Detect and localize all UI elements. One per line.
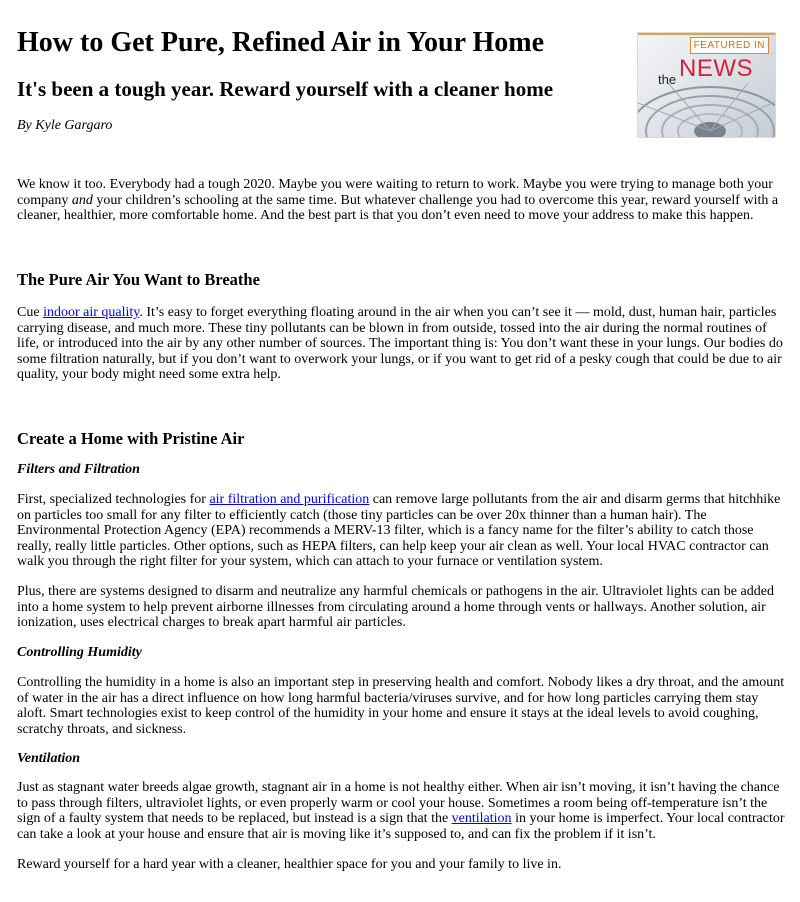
filters-text-a: First, specialized technologies for — [17, 492, 210, 507]
fan-grille-icon — [638, 83, 776, 138]
intro-paragraph — [17, 177, 785, 224]
section-heading-pure-air: The Pure Air You Want to Breathe — [17, 270, 260, 289]
filters-paragraph-2: Plus, there are systems designed to disarm and neutralize any harmful chemicals or pathogens in the air. Ultraviolet lights can be added into a home system to help prevent airborne illnesses from circulating around a home through vents or hallways. Another solution, air ionization, uses electrical charges to break apart harmful air particles. — [17, 584, 774, 631]
closing-paragraph: Reward yourself for a hard year with a cleaner, healthier space for you and your family to live in. — [17, 857, 562, 872]
indoor-air-quality-link[interactable]: indoor air quality — [43, 305, 140, 320]
filters-text-b: can remove large pollutants from the air and disarm germs that hitchhike on particles too small for any filter to efficiently catch (those tiny particles can be over 20x thinner than a human hair). The Environmental Protection Agency (EPA) recommends a MERV-13 filter, which is a fancy name for the filter’s ability to catch those really, really little particles. Other options, such as HEPA filters, can help keep your air clean as well. Your local HVAC contractor can walk you through the right filter for your system, which can attach to your furnace or ventilation system. — [17, 492, 781, 570]
pure-air-paragraph — [17, 305, 785, 383]
badge-the-label: the — [658, 72, 677, 87]
ventilation-link[interactable]: ventilation — [451, 811, 512, 827]
badge-featured-label: FEATURED IN — [690, 37, 769, 54]
subheading-humidity: Controlling Humidity — [17, 645, 142, 660]
subheading-filters: Filters and Filtration — [17, 462, 140, 477]
intro-text-b: your children’s schooling at the same time. But whatever challenge you had to overcome this year, reward yourself with a cleaner, healthier, more comfortable home. And the best part is that you don’t even need to move your address to make this happen. — [17, 192, 779, 224]
badge-news-label: NEWS — [679, 55, 753, 82]
air-filtration-link[interactable]: air filtration and purification — [209, 492, 370, 507]
filters-paragraph-1 — [17, 492, 785, 570]
page-subtitle: It's been a tough year. Reward yourself with a cleaner home — [17, 77, 554, 101]
section-heading-pristine-air: Create a Home with Pristine Air — [17, 429, 245, 448]
ventilation-text-b: in your home is imperfect. Your local contractor can take a look at your house and ensure that air is moving like it’s supposed to, and can fix the problem if it isn’t. — [17, 811, 785, 842]
ventilation-text-a: Just as stagnant water breeds algae growth, stagnant air in a home is not healthy either. When air isn’t moving, it isn’t having the chance to pass through filters, ultraviolet lights, or even properly warm or cool your house. Sometimes a room being off-temperature isn’t the sign of a faulty system that needs to be replaced, but instead is a sign that the — [17, 780, 780, 827]
humidity-paragraph: Controlling the humidity in a home is also an important step in preserving health and comfort. Nobody likes a dry throat, and the amount of water in the air has a direct influence on how long harmful bacteria/viruses survive, and for how long particles carrying them stay aloft. Smart technologies exist to keep control of the humidity in your home and ensure it stays at the ideal levels to avoid coughing, scratchy throats, and sickness. — [17, 675, 785, 737]
ventilation-paragraph — [17, 780, 785, 842]
subheading-ventilation: Ventilation — [17, 751, 81, 766]
pure-air-text-b: . It’s easy to forget everything floating around in the air when you can’t see it — mold, dust, human hair, particles carrying disease, and much more. These tiny pollutants can be blown in from outside, tossed into the air during the normal routines of life, or introduced into the air by any other number of sources. The important thing is: You don’t want these in your lungs. Our bodies do some filtration naturally, but if you don’t want to overwork your lungs, or if you want to get rid of a pesky cough that could be due to air quality, your body might need some extra help. — [17, 305, 783, 383]
byline: By Kyle Gargaro — [17, 118, 113, 133]
featured-in-the-news-badge — [637, 32, 776, 138]
intro-text-a: We know it too. Everybody had a tough 2020. Maybe you were waiting to return to work. Maybe you were trying to manage both your company — [17, 177, 773, 208]
pure-air-text-a: Cue — [17, 305, 44, 320]
page-title: How to Get Pure, Refined Air in Your Home — [17, 27, 545, 58]
badge-accent-strip — [638, 33, 776, 35]
intro-emphasis: and — [71, 192, 93, 208]
